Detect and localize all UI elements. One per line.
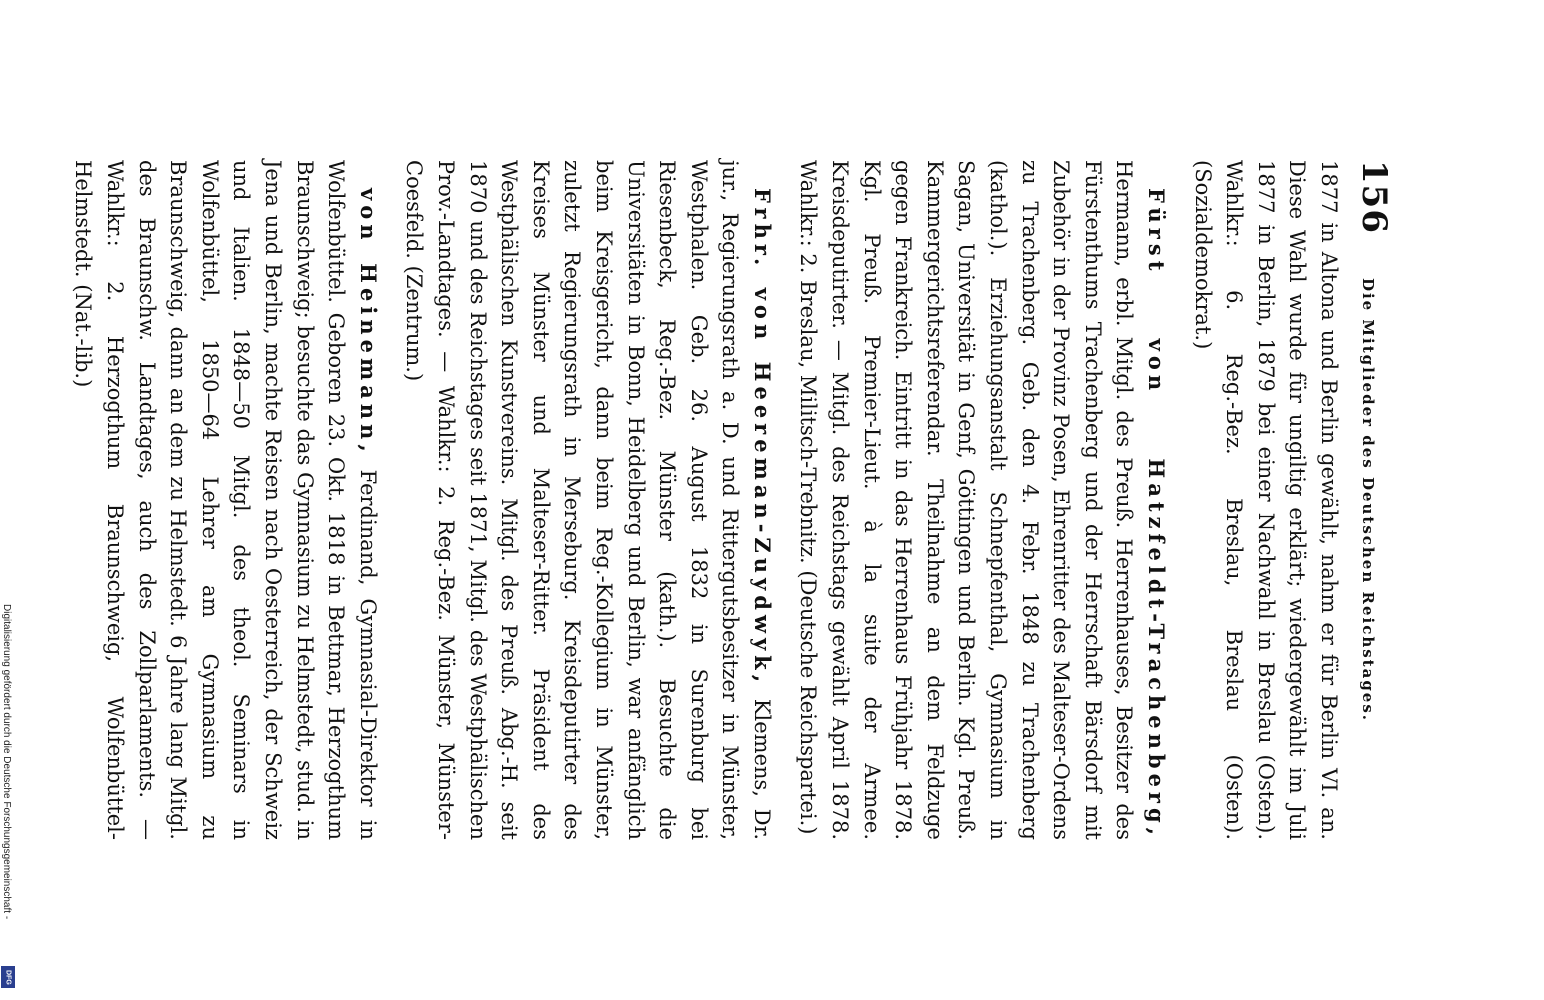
entry-heinemann (67, 160, 384, 840)
page-content (67, 160, 1344, 840)
entry-heereman (398, 160, 778, 840)
running-head: Die Mitglieder des Deutschen Reichstages. (1359, 277, 1377, 723)
dfg-logo-icon: DFG (1, 966, 15, 988)
entry-text: Hermann, erbl. Mitgl. des Preuß. Herrenhauses, Besitzer des Fürstenthums Trachenberg und der Herrschaft Bärsdorf mit Zubehör in der Provinz Posen, Ehrenritter des Malteser-Ordens zu Trachenberg. Geb. den 4. Febr. 1848 zu Trachenberg (kathol.). Erziehungsanstalt Schnepfenthal, Gymnasium in Sagan, Universität in Genf, Göttingen und Berlin. Kgl. Preuß. Kammergerichtsreferendar. Theilnahme an dem Feldzuge gegen Frankreich. Eintritt in das Herrenhaus Frühjahr 1878. Kgl. Preuß. Premier-Lieut. à la suite der Armee. Kreisdeputirter. — Mitgl. des Reichstags gewählt April 1878. Wahlkr.: 2. Breslau, Militsch-Trebnitz. (Deutsche Reichspartei.) (796, 160, 1137, 840)
entry-name: von Heinemann, (355, 188, 381, 457)
paragraph-text: 1877 in Altona und Berlin gewählt, nahm er für Berlin VI. an. Diese Wahl wurde für ungiltig erklärt; wiedergewählt im Juli 1877 in Berlin, 1879 bei einer Nachwahl in Breslau (Osten). Wahlkr.: 6. Reg.-Bez. Breslau, Breslau (Osten). (Sozialdemokrat.) (1190, 160, 1341, 840)
entry-text: Klemens, Dr. jur., Regierungsrath a. D. und Rittergutsbesitzer in Münster, Westphalen. Geb. 26. August 1832 in Surenburg bei Riesenbeck, Reg.-Bez. Münster (kath.). Besuchte die Universitäten in Bonn, Heidelberg und Berlin, war anfänglich beim Kreisgericht, dann beim Reg.-Kollegium in Münster, zuletzt Regierungsrath in Merseburg. Kreisdeputirter des Kreises Münster und Malteser-Ritter. Präsident des Westphälischen Kunstvereins. Mitgl. des Preuß. Abg.-H. seit 1870 und des Reichstages seit 1871, Mitgl. des Westphälischen Prov.-Landtages. — Wahlkr.: 2. Reg.-Bez. Münster, Münster-Coesfeld. (Zentrum.) (402, 160, 774, 840)
entry-hatzfeldt (792, 160, 1172, 840)
page-number: 156 (1354, 160, 1394, 234)
paragraph-continuation (1186, 160, 1344, 840)
entry-text: Ferdinand, Gymnasial-Direktor in Wolfenbüttel. Geboren 23. Okt. 1818 in Bettmar, Herzogthum Braunschweig; besuchte das Gymnasium zu Helmstedt, stud. in Jena und Berlin, machte Reisen nach Oesterreich, der Schweiz und Italien. 1848—50 Mitgl. des theol. Seminars in Wolfenbüttel, 1850—64 Lehrer am Gymnasium zu Braunschweig, dann an dem zu Helmstedt. 6 Jahre lang Mitgl. des Braunschw. Landtages, auch des Zollparlaments. — Wahlkr.: 2. Herzogthum Braunschweig, Wolfenbüttel-Helmstedt. (Nat.-lib.) (71, 160, 380, 840)
page-header (1350, 160, 1394, 840)
entry-name: Frhr. von Heereman-Zuydwyk, (749, 188, 775, 688)
entry-name: Fürst von Hatzfeldt-Trachenberg, (1144, 188, 1170, 840)
digitization-credit (0, 604, 14, 984)
rotated-book-page (71, 150, 1402, 850)
credit-text: Digitalisierung gefördert durch die Deutsche Forschungsgemeinschaft - (1, 604, 12, 920)
